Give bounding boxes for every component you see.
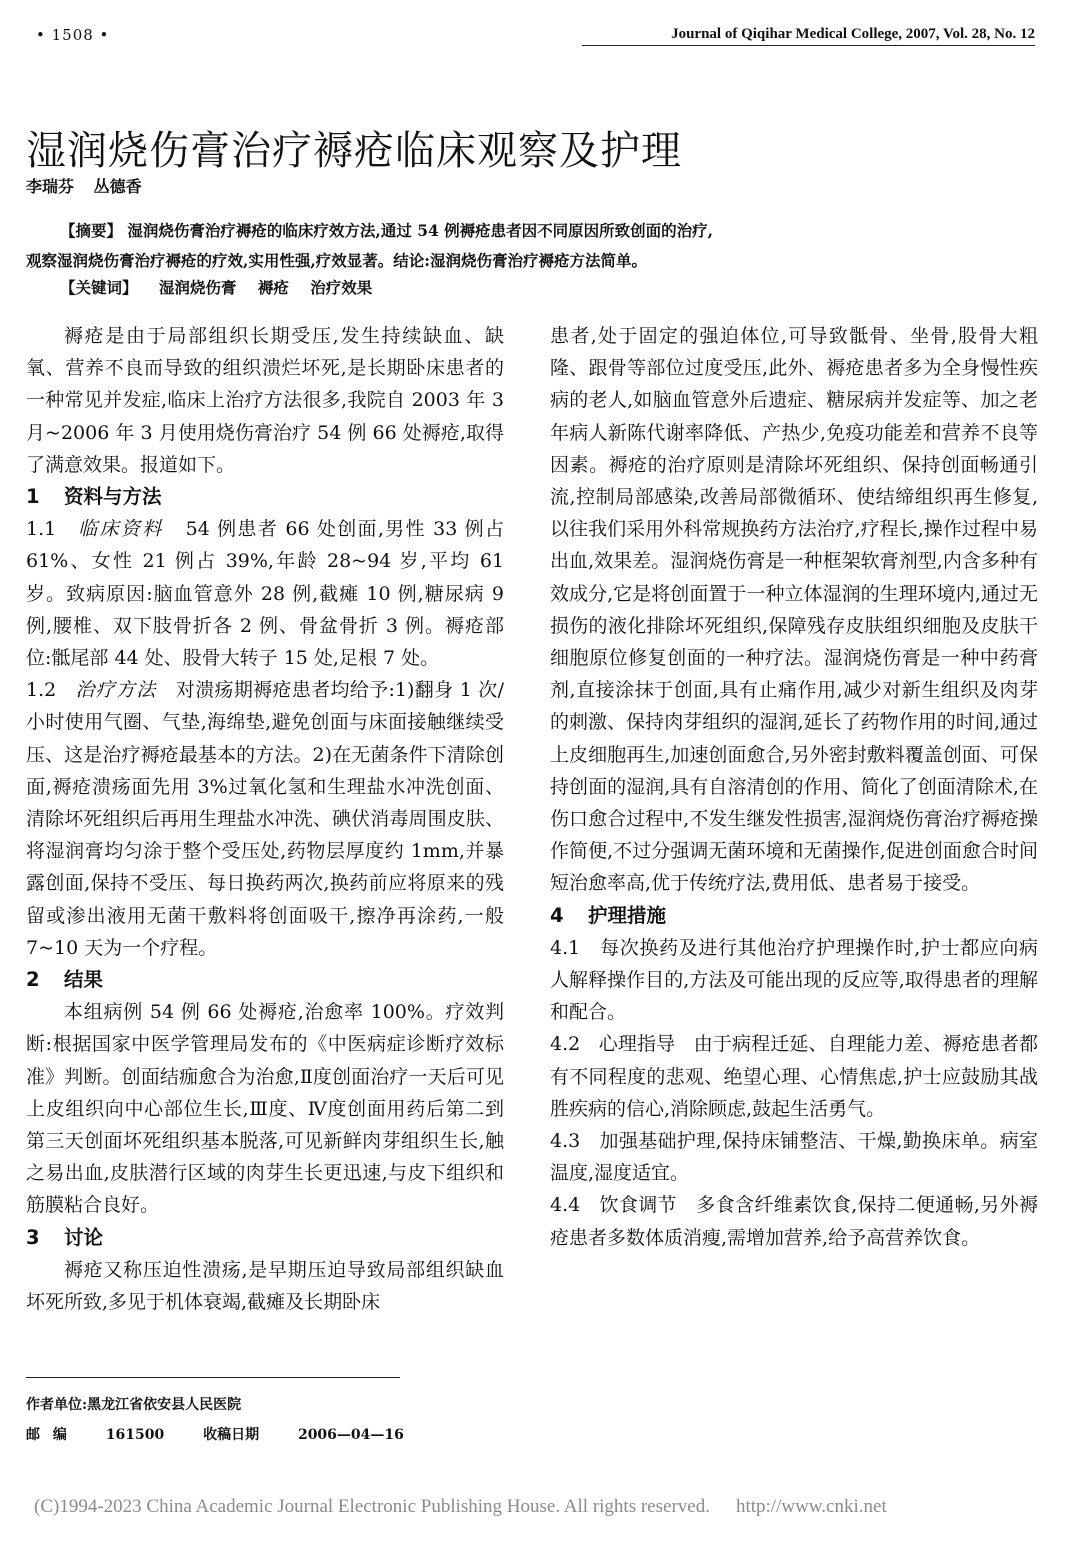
section-1-2-text: 对溃疡期褥疮患者均给予:1)翻身 1 次/小时使用气圈、气垫,海绵垫,避免创面与床面接触继续受压、这是治疗褥疮最基本的方法。2)在无菌条件下清除创面,褥疮溃疡面先用 3%过氧化氢和生理盐水冲洗创面、清除坏死组织后再用生理盐水冲洗、碘伏消毒周围皮肤、将湿润膏均匀涂于整个受压处,药物层厚度约 1mm,并暴露创面,保持不受压、每日换药两次,换药前应将原来的残留或渗出液用无菌干敷料将创面吸干,擦净再涂药,一般 7~10 天为一个疗程。 [26, 679, 504, 959]
section-4-title: 护理措施 [588, 903, 667, 927]
section-1-title: 资料与方法 [64, 485, 162, 509]
section-1-heading [26, 481, 504, 513]
copyright-text: (C)1994-2023 China Academic Journal Electronic Publishing House. All rights reserved. [34, 1496, 710, 1517]
section-1-1-title: 临床资料 [78, 518, 164, 541]
article-authors: 李瑞芬 丛德香 [26, 177, 142, 196]
abstract-tag: 【摘要】 [60, 221, 123, 240]
section-1-2 [26, 674, 504, 964]
section-2-text: 本组病例 54 例 66 处褥疮,治愈率 100%。疗效判断:根据国家中医学管理局发布的《中医病症诊断疗效标准》判断。创面结痂愈合为治愈,Ⅱ度创面治疗一天后可见上皮组织向中心部位生长,Ⅲ度、Ⅳ度创面用药后第二到第三天创面坏死组织基本脱落,可见新鲜肉芽组织生长,触之易出血,皮肤潜行区域的肉芽生长更迅速,与皮下组织和筋膜粘合良好。 [26, 1001, 504, 1217]
copyright-url[interactable]: http://www.cnki.net [735, 1496, 887, 1517]
keywords-text: 湿润烧伤膏 褥疮 治疗效果 [158, 278, 373, 297]
section-4-4-text: 多食含纤维素饮食,保持二便通畅,另外褥疮患者多数体质消瘦,需增加营养,给予高营养饮食。 [550, 1194, 1038, 1249]
section-1-2-title: 治疗方法 [75, 679, 157, 702]
journal-citation: Journal of Qiqihar Medical College, 2007, Vol. 28, No. 12 [671, 26, 1035, 42]
section-4-1-number: 4.1 [550, 936, 581, 959]
keywords [60, 276, 372, 298]
section-1-2-number: 1.2 [26, 679, 57, 702]
copyright-notice [34, 1496, 887, 1518]
intro-paragraph: 褥疮是由于局部组织长期受压,发生持续缺血、缺氧、营养不良而导致的组织溃烂坏死,是长期卧床患者的一种常见并发症,临床上治疗方法很多,我院自 2003 年 3 月~2006 年 3 月使用烧伤膏治疗 54 例 66 处褥疮,取得了满意效果。报道如下。 [26, 325, 504, 476]
author-affiliation: 作者单位:黑龙江省依安县人民医院 [26, 1397, 242, 1413]
keywords-tag: 【关键词】 [60, 278, 138, 297]
abstract [26, 216, 1036, 276]
section-4-3-text: 加强基础护理,保持床铺整洁、干燥,勤换床单。病室温度,湿度适宜。 [550, 1130, 1038, 1185]
footnote-rule [26, 1377, 400, 1378]
abstract-text-1: 湿润烧伤膏治疗褥疮的临床疗效方法,通过 54 例褥疮患者因不同原因所致创面的治疗, [127, 221, 714, 240]
section-4-2-number: 4.2 [550, 1033, 581, 1056]
section-3-heading [26, 1222, 504, 1254]
postcode-label: 邮 编 [26, 1427, 67, 1443]
section-4-4 [550, 1189, 1038, 1253]
received-date: 2006—04—16 [297, 1427, 404, 1443]
section-1-1-number: 1.1 [26, 518, 57, 541]
postcode-value: 161500 [105, 1427, 165, 1443]
section-4-2-text: 由于病程迁延、自理能力差、褥疮患者都有不同程度的悲观、绝望心理、心情焦虑,护士应鼓励其战胜疾病的信心,消除顾虑,鼓起生活勇气。 [550, 1033, 1038, 1120]
section-4-2 [550, 1028, 1038, 1125]
article-title: 湿润烧伤膏治疗褥疮临床观察及护理 [26, 127, 682, 174]
abstract-line-2: 观察湿润烧伤膏治疗褥疮的疗效,实用性强,疗效显著。结论:湿润烧伤膏治疗褥疮方法简单。 [26, 251, 648, 270]
section-3-text-continued: 患者,处于固定的强迫体位,可导致骶骨、坐骨,股骨大粗隆、跟骨等部位过度受压,此外、褥疮患者多为全身慢性疾病的老人,如脑血管意外后遗症、糖尿病并发症等、加之老年病人新陈代谢率降低、产热少,免疫功能差和营养不良等因素。褥疮的治疗原则是清除坏死组织、保持创面畅通引流,控制局部感染,改善局部微循环、使结缔组织再生修复,以往我们采用外科常规换药方法治疗,疗程长,操作过程中易出血,效果差。湿润烧伤膏是一种框架软膏剂型,内含多种有效成分,它是将创面置于一种立体湿润的生理环境内,通过无损伤的液化排除坏死组织,保障残存皮肤组织细胞及皮肤干细胞原位修复创面的一种疗法。湿润烧伤膏是一种中药膏剂,直接涂抹于创面,具有止痛作用,减少对新生组织及肉芽的刺激、保持肉芽组织的湿润,延长了药物作用的时间,通过上皮细胞再生,加速创面愈合,另外密封敷料覆盖创面、可保持创面的湿润,具有自溶清创的作用、简化了创面清除术,在伤口愈合过程中,不发生继发性损害,湿润烧伤膏治疗褥疮操作简便,不过分强调无菌环境和无菌操作,促进创面愈合时间短治愈率高,优于传统疗法,费用低、患者易于接受。 [550, 325, 1038, 895]
section-2-title: 结果 [64, 968, 104, 992]
section-4-3-number: 4.3 [550, 1130, 581, 1153]
right-column [550, 320, 1038, 1254]
page-number: • 1508 • [36, 26, 110, 44]
header-rule [582, 45, 1035, 46]
section-4-heading [550, 900, 1038, 932]
abstract-line-1 [26, 216, 1036, 246]
section-4-2-title: 心理指导 [598, 1033, 676, 1056]
footnote-postcode-line [26, 1424, 430, 1444]
section-3-text-start: 褥疮又称压迫性溃疡,是早期压迫导致局部组织缺血坏死所致,多见于机体衰竭,截瘫及长期卧床 [26, 1258, 504, 1314]
section-4-1 [550, 932, 1038, 1029]
received-label: 收稿日期 [203, 1427, 260, 1443]
section-1-1-text: 54 例患者 66 处创面,男性 33 例占 61%、女性 21 例占 39%,年龄 28~94 岁,平均 61 岁。致病原因:脑血管意外 28 例,截瘫 10 例,糖尿病 9 例,腰椎、双下肢骨折各 2 例、骨盆骨折 3 例。褥疮部位:骶尾部 44 处、股骨大转子 15 处,足根 7 处。 [26, 518, 504, 670]
section-3-number: 3 [26, 1225, 40, 1249]
section-1-number: 1 [26, 485, 40, 509]
left-column [26, 320, 504, 1318]
section-4-3 [550, 1125, 1038, 1189]
section-2-number: 2 [26, 968, 40, 992]
section-3-title: 讨论 [64, 1225, 104, 1249]
section-4-4-number: 4.4 [550, 1194, 581, 1217]
section-4-number: 4 [550, 903, 564, 927]
section-1-1 [26, 513, 504, 674]
section-4-4-title: 饮食调节 [599, 1194, 677, 1217]
section-4-1-text: 每次换药及进行其他治疗护理操作时,护士都应向病人解释操作目的,方法及可能出现的反应等,取得患者的理解和配合。 [550, 936, 1038, 1024]
section-2-heading [26, 964, 504, 996]
